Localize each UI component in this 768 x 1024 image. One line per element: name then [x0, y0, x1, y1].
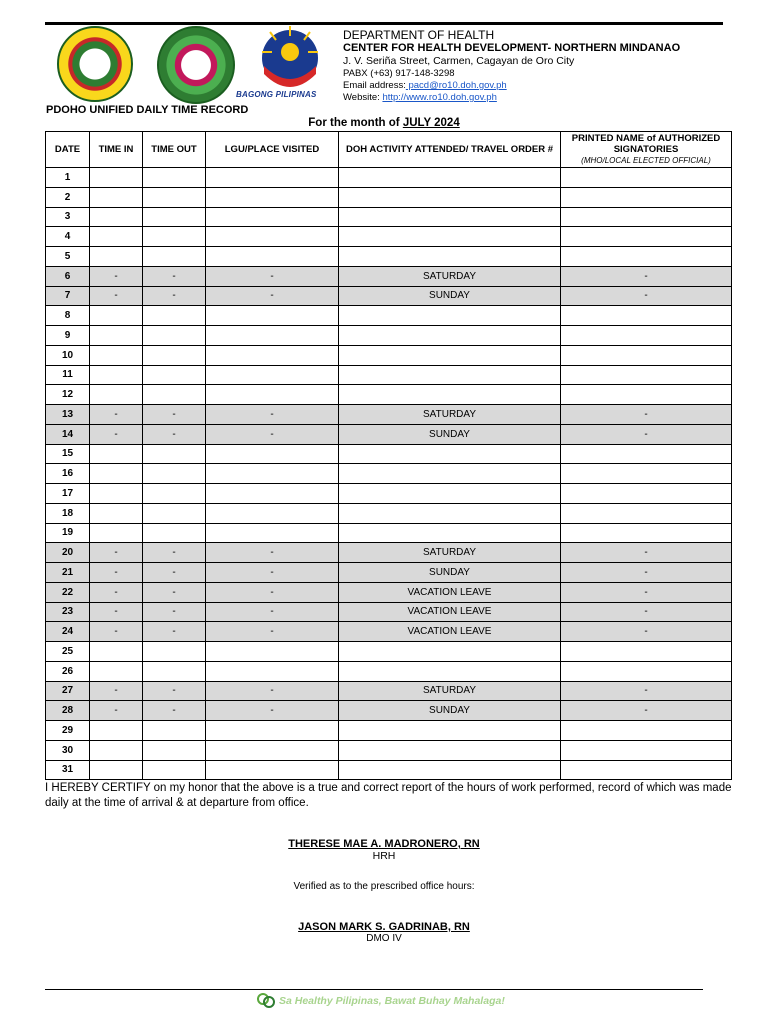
table-row	[46, 266, 732, 286]
cell-time-out: -	[143, 543, 206, 563]
month-value: JULY 2024	[402, 117, 460, 129]
cell-time-in	[90, 661, 143, 681]
cell-signatory	[561, 168, 732, 188]
dept-name: DEPARTMENT OF HEALTH	[343, 28, 495, 42]
org-info-block	[343, 28, 680, 104]
email-label: Email address:	[343, 80, 406, 91]
cell-date: 12	[46, 385, 90, 405]
cell-signatory: -	[561, 701, 732, 721]
cell-signatory	[561, 306, 732, 326]
verifier-title: DMO IV	[366, 933, 402, 944]
cell-activity: SATURDAY	[339, 543, 561, 563]
cell-time-in	[90, 760, 143, 780]
cell-time-in: -	[90, 286, 143, 306]
table-row	[46, 602, 732, 622]
cell-time-in	[90, 721, 143, 741]
table-row	[46, 326, 732, 346]
cell-date: 2	[46, 187, 90, 207]
cell-date: 4	[46, 227, 90, 247]
cell-lgu	[206, 227, 339, 247]
cell-lgu: -	[206, 701, 339, 721]
cell-lgu: -	[206, 286, 339, 306]
cell-time-out: -	[143, 266, 206, 286]
cell-time-in	[90, 187, 143, 207]
cell-signatory	[561, 464, 732, 484]
cell-time-out	[143, 306, 206, 326]
table-row	[46, 661, 732, 681]
cell-date: 5	[46, 247, 90, 267]
cell-activity: SUNDAY	[339, 286, 561, 306]
table-row	[46, 168, 732, 188]
cell-lgu	[206, 326, 339, 346]
cell-time-in	[90, 365, 143, 385]
cell-time-in: -	[90, 582, 143, 602]
footer-motto	[256, 992, 505, 1010]
cell-lgu	[206, 444, 339, 464]
cell-activity	[339, 444, 561, 464]
cell-signatory	[561, 503, 732, 523]
cell-activity	[339, 326, 561, 346]
cell-time-in	[90, 345, 143, 365]
cell-lgu: -	[206, 405, 339, 425]
cell-lgu	[206, 207, 339, 227]
footer-motto-text: Sa Healthy Pilipinas, Bawat Buhay Mahalaga!	[279, 995, 505, 1007]
cell-activity	[339, 464, 561, 484]
cell-signatory: -	[561, 405, 732, 425]
cell-time-in	[90, 523, 143, 543]
cell-lgu	[206, 484, 339, 504]
cell-time-in	[90, 484, 143, 504]
col-activity: DOH ACTIVITY ATTENDED/ TRAVEL ORDER #	[339, 132, 561, 168]
cell-date: 26	[46, 661, 90, 681]
cell-lgu: -	[206, 266, 339, 286]
org-email-line	[343, 80, 680, 92]
cell-lgu	[206, 168, 339, 188]
cell-time-in: -	[90, 424, 143, 444]
cell-time-out	[143, 740, 206, 760]
cell-lgu	[206, 721, 339, 741]
cell-date: 29	[46, 721, 90, 741]
cell-activity: SATURDAY	[339, 405, 561, 425]
month-line	[0, 117, 768, 129]
cell-signatory: -	[561, 286, 732, 306]
cell-time-out	[143, 661, 206, 681]
cell-signatory: -	[561, 543, 732, 563]
col-signatory-sub: (MHO/LOCAL ELECTED OFFICIAL)	[581, 156, 711, 165]
table-row	[46, 187, 732, 207]
verified-text: Verified as to the prescribed office hours:	[293, 881, 475, 892]
col-signatory	[561, 132, 732, 168]
table-row	[46, 622, 732, 642]
cell-time-out	[143, 326, 206, 346]
cell-time-in	[90, 326, 143, 346]
cell-signatory	[561, 523, 732, 543]
cell-activity: VACATION LEAVE	[339, 602, 561, 622]
table-body	[46, 168, 732, 780]
cell-activity	[339, 721, 561, 741]
org-address: J. V. Seriña Street, Carmen, Cagayan de Oro City	[343, 55, 575, 67]
cell-date: 30	[46, 740, 90, 760]
cell-date: 7	[46, 286, 90, 306]
cell-date: 24	[46, 622, 90, 642]
table-row	[46, 345, 732, 365]
cell-time-in: -	[90, 602, 143, 622]
cell-lgu: -	[206, 681, 339, 701]
cell-lgu	[206, 345, 339, 365]
cell-time-out	[143, 464, 206, 484]
cell-time-in	[90, 642, 143, 662]
org-pabx: PABX (+63) 917-148-3298	[343, 68, 455, 79]
cell-signatory	[561, 484, 732, 504]
cell-lgu: -	[206, 622, 339, 642]
cell-signatory: -	[561, 681, 732, 701]
cell-activity: SUNDAY	[339, 701, 561, 721]
table-row	[46, 444, 732, 464]
cell-signatory	[561, 227, 732, 247]
cell-activity	[339, 168, 561, 188]
verifier-signature-block	[0, 921, 768, 944]
cell-activity: SUNDAY	[339, 424, 561, 444]
cell-lgu	[206, 306, 339, 326]
col-time-out: TIME OUT	[143, 132, 206, 168]
col-time-in: TIME IN	[90, 132, 143, 168]
cell-signatory	[561, 444, 732, 464]
cell-time-in: -	[90, 405, 143, 425]
cell-signatory	[561, 760, 732, 780]
cell-time-out	[143, 642, 206, 662]
cell-activity	[339, 247, 561, 267]
cell-time-out	[143, 444, 206, 464]
table-row	[46, 543, 732, 563]
website-label: Website:	[343, 92, 383, 103]
cell-lgu	[206, 187, 339, 207]
cell-lgu	[206, 523, 339, 543]
cell-time-in	[90, 464, 143, 484]
cell-date: 3	[46, 207, 90, 227]
verifier-name: JASON MARK S. GADRINAB, RN	[298, 921, 470, 933]
republic-seal-logo	[57, 26, 133, 102]
cell-time-out	[143, 503, 206, 523]
month-label: For the month of	[308, 117, 403, 129]
cell-time-out: -	[143, 582, 206, 602]
cell-date: 10	[46, 345, 90, 365]
cell-date: 22	[46, 582, 90, 602]
document-title: PDOHO UNIFIED DAILY TIME RECORD	[46, 104, 249, 116]
cell-time-out: -	[143, 563, 206, 583]
cell-signatory	[561, 385, 732, 405]
cell-time-in: -	[90, 681, 143, 701]
daily-time-record-table	[45, 131, 732, 780]
cell-time-out	[143, 207, 206, 227]
cell-lgu: -	[206, 424, 339, 444]
cell-signatory: -	[561, 582, 732, 602]
cell-signatory	[561, 187, 732, 207]
cell-time-in: -	[90, 563, 143, 583]
cell-lgu: -	[206, 582, 339, 602]
cell-activity: VACATION LEAVE	[339, 622, 561, 642]
cell-lgu: -	[206, 602, 339, 622]
table-row	[46, 424, 732, 444]
cell-signatory	[561, 642, 732, 662]
cell-time-out	[143, 385, 206, 405]
cell-signatory	[561, 721, 732, 741]
cell-time-out: -	[143, 681, 206, 701]
doh-seal-logo	[157, 26, 235, 104]
cell-signatory	[561, 740, 732, 760]
cell-time-in	[90, 306, 143, 326]
cell-activity	[339, 523, 561, 543]
table-row	[46, 503, 732, 523]
cell-time-in	[90, 247, 143, 267]
table-row	[46, 582, 732, 602]
cell-activity	[339, 345, 561, 365]
cell-signatory: -	[561, 266, 732, 286]
cell-date: 23	[46, 602, 90, 622]
cell-time-in	[90, 740, 143, 760]
table-row	[46, 740, 732, 760]
cell-time-out: -	[143, 602, 206, 622]
cell-lgu	[206, 642, 339, 662]
cell-lgu: -	[206, 543, 339, 563]
cell-date: 1	[46, 168, 90, 188]
healthy-pilipinas-icon	[256, 992, 276, 1010]
cell-time-out	[143, 227, 206, 247]
cell-date: 14	[46, 424, 90, 444]
col-signatory-label: PRINTED NAME of AUTHORIZED SIGNATORIES	[571, 133, 721, 155]
cell-time-out: -	[143, 622, 206, 642]
cell-date: 9	[46, 326, 90, 346]
cell-activity: VACATION LEAVE	[339, 582, 561, 602]
header-top-rule	[45, 22, 723, 25]
cell-date: 21	[46, 563, 90, 583]
cell-lgu	[206, 385, 339, 405]
cell-signatory: -	[561, 563, 732, 583]
cell-time-in	[90, 207, 143, 227]
cell-activity	[339, 306, 561, 326]
cell-time-out	[143, 760, 206, 780]
cell-lgu	[206, 365, 339, 385]
cell-time-out	[143, 168, 206, 188]
cell-time-in: -	[90, 543, 143, 563]
cell-lgu	[206, 247, 339, 267]
cell-date: 31	[46, 760, 90, 780]
table-row	[46, 681, 732, 701]
cell-time-out	[143, 523, 206, 543]
cell-date: 19	[46, 523, 90, 543]
cell-time-out	[143, 484, 206, 504]
table-row	[46, 227, 732, 247]
cell-time-out	[143, 365, 206, 385]
cell-activity	[339, 207, 561, 227]
cell-activity: SATURDAY	[339, 681, 561, 701]
cell-activity	[339, 365, 561, 385]
cell-time-out: -	[143, 405, 206, 425]
cell-signatory: -	[561, 622, 732, 642]
table-row	[46, 464, 732, 484]
cell-time-out: -	[143, 286, 206, 306]
cell-time-out	[143, 345, 206, 365]
cell-time-in: -	[90, 622, 143, 642]
cell-time-out: -	[143, 701, 206, 721]
cell-time-out: -	[143, 424, 206, 444]
center-name: CENTER FOR HEALTH DEVELOPMENT- NORTHERN MINDANAO	[343, 42, 681, 54]
col-lgu: LGU/PLACE VISITED	[206, 132, 339, 168]
cell-time-in: -	[90, 701, 143, 721]
cell-date: 28	[46, 701, 90, 721]
table-header-row	[46, 132, 732, 168]
cell-signatory	[561, 345, 732, 365]
table-row	[46, 721, 732, 741]
table-row	[46, 207, 732, 227]
cell-signatory	[561, 207, 732, 227]
table-row	[46, 642, 732, 662]
cell-date: 18	[46, 503, 90, 523]
table-row	[46, 523, 732, 543]
certification-text: I HEREBY CERTIFY on my honor that the above is a true and correct report of the hours of work performed, record of which was made daily at the time of arrival & at departure from office.	[45, 782, 732, 809]
bagong-pilipinas-label: BAGONG PILIPINAS	[236, 90, 317, 99]
cell-signatory	[561, 365, 732, 385]
table-row	[46, 286, 732, 306]
cell-time-in	[90, 444, 143, 464]
cell-signatory	[561, 661, 732, 681]
cell-activity	[339, 760, 561, 780]
employee-title: HRH	[372, 850, 396, 862]
cell-time-out	[143, 247, 206, 267]
cell-signatory: -	[561, 602, 732, 622]
cell-lgu	[206, 661, 339, 681]
cell-lgu	[206, 760, 339, 780]
cell-activity	[339, 385, 561, 405]
cell-date: 11	[46, 365, 90, 385]
table-row	[46, 760, 732, 780]
cell-activity	[339, 484, 561, 504]
cell-time-in: -	[90, 266, 143, 286]
cell-date: 16	[46, 464, 90, 484]
website-link[interactable]: http://www.ro10.doh.gov.ph	[382, 92, 497, 103]
table-row	[46, 701, 732, 721]
cell-lgu	[206, 464, 339, 484]
email-link[interactable]: pacd@ro10.doh.gov.ph	[405, 80, 507, 91]
cell-date: 20	[46, 543, 90, 563]
cell-time-in	[90, 385, 143, 405]
cell-activity: SATURDAY	[339, 266, 561, 286]
cell-activity	[339, 187, 561, 207]
cell-date: 17	[46, 484, 90, 504]
cell-lgu	[206, 503, 339, 523]
cell-lgu	[206, 740, 339, 760]
cell-time-out	[143, 187, 206, 207]
cell-signatory	[561, 247, 732, 267]
cell-time-in	[90, 503, 143, 523]
cell-activity	[339, 503, 561, 523]
cell-time-out	[143, 721, 206, 741]
employee-name: THERESE MAE A. MADRONERO, RN	[288, 838, 480, 850]
cell-date: 6	[46, 266, 90, 286]
cell-time-in	[90, 168, 143, 188]
cell-date: 27	[46, 681, 90, 701]
cell-activity	[339, 740, 561, 760]
table-row	[46, 405, 732, 425]
cell-date: 13	[46, 405, 90, 425]
org-website-line	[343, 92, 680, 104]
cell-signatory	[561, 326, 732, 346]
col-date: DATE	[46, 132, 90, 168]
cell-date: 8	[46, 306, 90, 326]
cell-activity	[339, 661, 561, 681]
table-row	[46, 365, 732, 385]
table-row	[46, 563, 732, 583]
cell-time-in	[90, 227, 143, 247]
cell-activity	[339, 642, 561, 662]
cell-activity: SUNDAY	[339, 563, 561, 583]
cell-date: 15	[46, 444, 90, 464]
cell-lgu: -	[206, 563, 339, 583]
table-row	[46, 306, 732, 326]
footer-rule	[45, 989, 703, 990]
table-row	[46, 385, 732, 405]
cell-signatory: -	[561, 424, 732, 444]
cell-activity	[339, 227, 561, 247]
table-row	[46, 247, 732, 267]
table-row	[46, 484, 732, 504]
cell-date: 25	[46, 642, 90, 662]
employee-signature-block	[0, 838, 768, 862]
